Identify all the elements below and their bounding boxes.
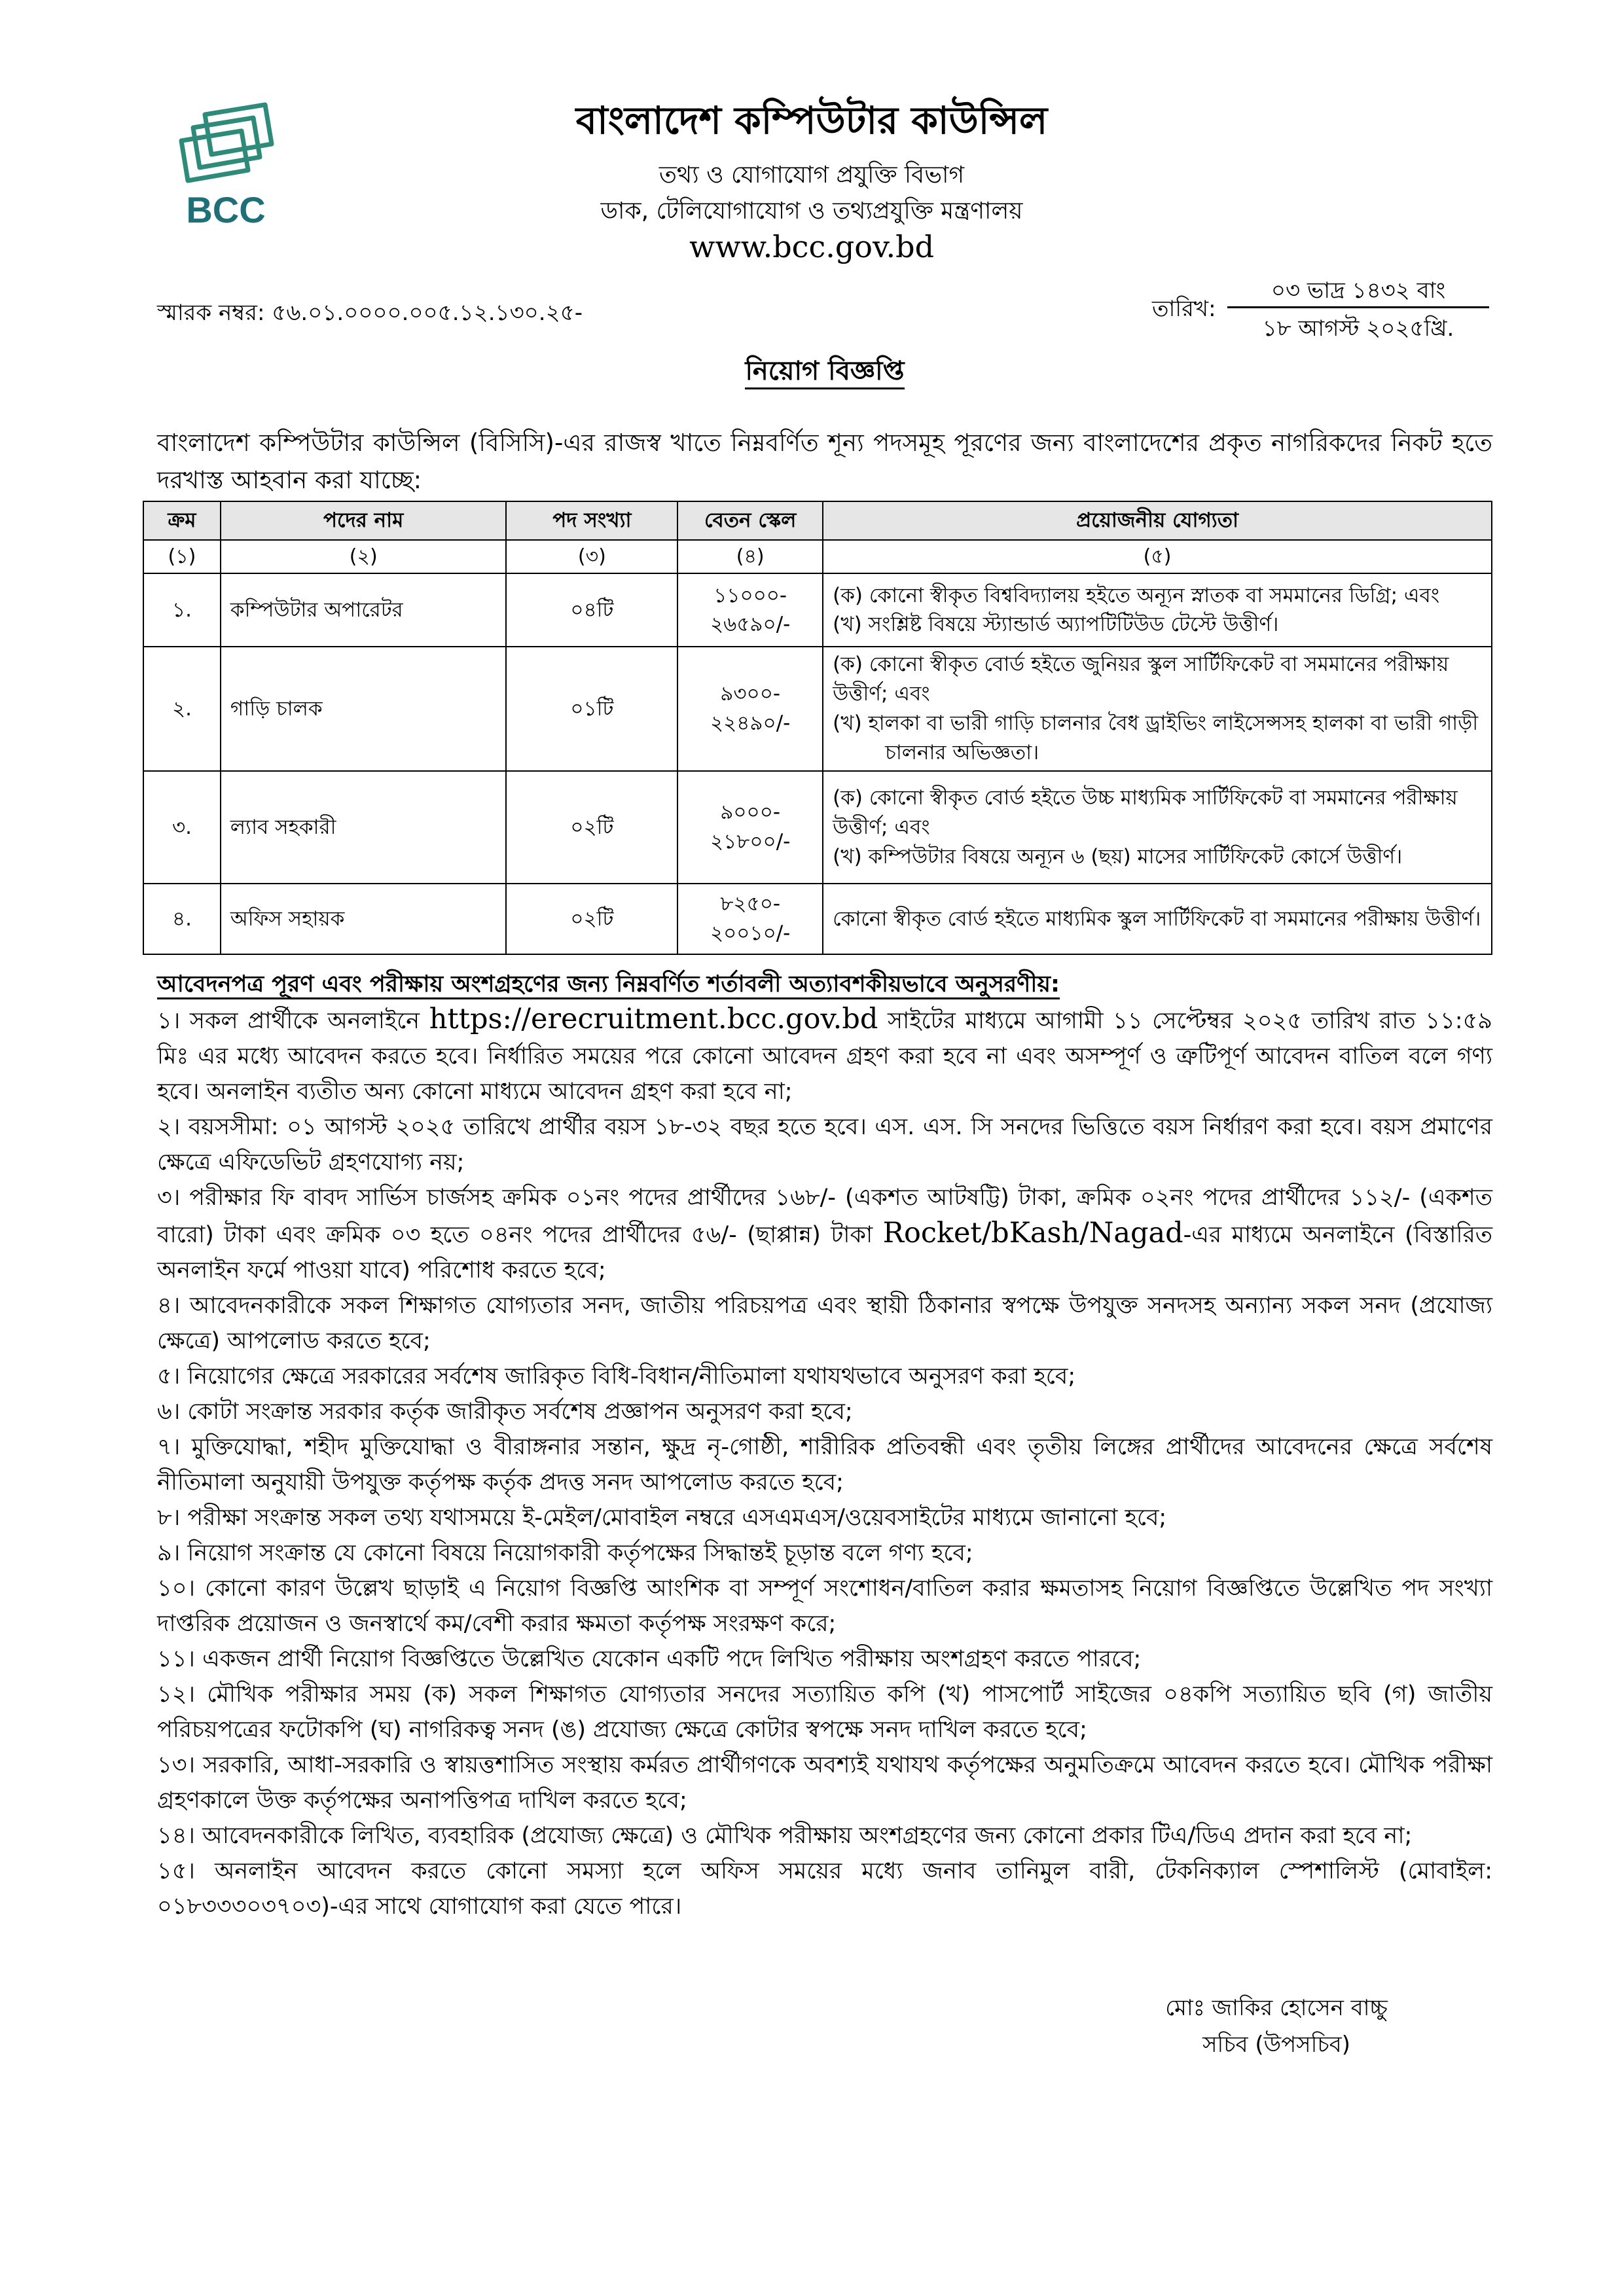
org-title: বাংলাদেশ কম্পিউটার কাউন্সিল	[575, 98, 1048, 143]
header-pay-scale: বেতন স্কেল	[677, 501, 823, 540]
condition-item: ১০। কোনো কারণ উল্লেখ ছাড়াই এ নিয়োগ বিজ্ঞপ্তি আংশিক বা সম্পূর্ণ সংশোধন/বাতিল করার ক্ষমতাসহ নিয়োগ বিজ্ঞপ্তিতে উল্লেখিত পদ সংখ্যা দাপ্তরিক প্রয়োজন ও জনস্বার্থে কম/বেশী করার ক্ষমতা কর্তৃপক্ষ সংরক্ষণ করে;	[157, 1575, 1492, 1637]
column-number: (১)	[143, 540, 221, 574]
qualification-line: (খ) হালকা বা ভারী গাড়ি চালনার বৈধ ড্রাইভিং লাইসেন্সসহ হালকা বা ভারী গাড়ী	[833, 711, 1479, 736]
column-number-row	[143, 540, 1492, 574]
row-post-name: অফিস সহায়ক	[221, 884, 507, 954]
condition-item: ৬। কোটা সংক্রান্ত সরকার কর্তৃক জারীকৃত সর্বশেষ প্রজ্ঞাপন অনুসরণ করা হবে;	[157, 1399, 853, 1425]
date-label: তারিখ:	[1152, 296, 1216, 322]
qualification-line: (ক) কোনো স্বীকৃত বোর্ড হইতে জুনিয়র স্কুল সার্টিফিকেট বা সমমানের পরীক্ষায় উত্তীর্ণ; এবং	[833, 653, 1449, 706]
date-gregorian: ১৮ আগস্ট ২০২৫খ্রি.	[1262, 315, 1454, 342]
qualification-line: (ক) কোনো স্বীকৃত বোর্ড হইতে উচ্চ মাধ্যমিক সার্টিফিকেট বা সমমানের পরীক্ষায় উত্তীর্ণ; এবং	[833, 785, 1458, 839]
condition-text: সাইটের মাধ্যমে আগামী ১১ সেপ্টেম্বর ২০২৫ তারিখ রাত ১১:৫৯ মিঃ এর মধ্যে আবেদন করতে হবে। নির্ধারিত সময়ের পরে কোনো আবেদন গ্রহণ করা হবে না এবং অসম্পূর্ণ ও ত্রুটিপূর্ণ আবেদন বাতিল বলে গণ্য হবে। অনলাইন ব্যতীত অন্য কোনো মাধ্যমে আবেদন গ্রহণ করা হবে না;	[157, 1008, 1493, 1105]
condition-text: ৩। পরীক্ষার ফি বাবদ সার্ভিস চার্জসহ ক্রমিক ০১নং পদের প্রার্থীদের ১৬৮/- (একশত আটষট্টি) টাকা, ক্রমিক ০২নং পদের প্রার্থীদের ১১২/- (একশত বারো) টাকা এবং ক্রমিক ০৩ হতে ০৪নং পদের প্রার্থীদের ৫৬/- (ছাপ্পান্ন) টাকা	[157, 1185, 1492, 1248]
pay-scale-min: ১১০০০-	[713, 583, 787, 607]
memo-number: স্মারক নম্বর: ৫৬.০১.০০০০.০০৫.১২.১৩০.২৫-	[157, 300, 583, 326]
condition-item: ১৩। সরকারি, আধা-সরকারি ও স্বায়ত্তশাসিত সংস্থায় কর্মরত প্রার্থীগণকে অবশ্যই যথাযথ কর্তৃপক্ষের অনুমতিক্রমে আবেদন করতে হবে। মৌখিক পরীক্ষা গ্রহণকালে উক্ত কর্তৃপক্ষের অনাপত্তিপত্র দাখিল করতে হবে;	[157, 1752, 1492, 1814]
table-row	[143, 573, 1492, 647]
row-qualification	[823, 647, 1492, 771]
table-header-row	[143, 501, 1492, 540]
row-serial: ৩.	[143, 771, 221, 884]
condition-item: ৮। পরীক্ষা সংক্রান্ত সকল তথ্য যথাসময়ে ই-মেইল/মোবাইল নম্বরে এসএমএস/ওয়েবসাইটের মাধ্যমে জানানো হবে;	[157, 1505, 1167, 1531]
row-serial: ১.	[143, 573, 221, 647]
header-post-name: পদের নাম	[221, 501, 507, 540]
conditions-heading	[157, 966, 1060, 1005]
date-divider	[1227, 306, 1489, 308]
ministry-line: ডাক, টেলিযোগাযোগ ও তথ্যপ্রযুক্তি মন্ত্রণালয়	[600, 198, 1023, 224]
qualification-line: (খ) কম্পিউটার বিষয়ে অন্যূন ৬ (ছয়) মাসের সার্টিফিকেট কোর্সে উত্তীর্ণ।	[833, 844, 1403, 869]
notice-heading-text: নিয়োগ বিজ্ঞপ্তি	[745, 356, 904, 389]
bcc-logo-icon	[167, 98, 285, 236]
header-serial: ক্রম	[143, 501, 221, 540]
column-number: (২)	[221, 540, 507, 574]
website-link[interactable]: www.bcc.gov.bd	[689, 229, 935, 264]
vacancy-table	[143, 501, 1492, 955]
row-qualification	[823, 884, 1492, 954]
qualification-line: চালনার অভিজ্ঞতা।	[885, 741, 1039, 765]
payment-methods: Rocket/bKash/Nagad	[882, 1217, 1183, 1249]
bcc-logo	[167, 98, 285, 236]
row-post-count: ০২টি	[506, 771, 677, 884]
condition-item: ৫। নিয়োগের ক্ষেত্রে সরকারের সর্বশেষ জারিকৃত বিধি-বিধান/নীতিমালা যথাযথভাবে অনুসরণ করা হবে;	[157, 1363, 1076, 1390]
row-qualification	[823, 573, 1492, 647]
signer-title: সচিব (উপসচিব)	[1202, 2032, 1350, 2058]
condition-item: ১৪। আবেদনকারীকে লিখিত, ব্যবহারিক (প্রযোজ্য ক্ষেত্রে) ও মৌখিক পরীক্ষায় অংশগ্রহণের জন্য কোনো প্রকার টিএ/ডিএ প্রদান করা হবে না;	[157, 1823, 1413, 1849]
pay-scale-max: ২০০১০/-	[710, 922, 791, 946]
column-number: (৪)	[677, 540, 823, 574]
date-bangla: ০৩ ভাদ্র ১৪৩২ বাং	[1271, 278, 1446, 304]
qualification-line: (খ) সংশ্লিষ্ট বিষয়ে স্ট্যান্ডার্ড অ্যাপটিটিউড টেস্টে উত্তীর্ণ।	[833, 613, 1279, 637]
row-pay-scale	[677, 573, 823, 647]
header-post-count: পদ সংখ্যা	[506, 501, 677, 540]
condition-item	[157, 1180, 1492, 1288]
row-post-count: ০১টি	[506, 647, 677, 771]
row-post-name: গাড়ি চালক	[221, 647, 507, 771]
row-pay-scale	[677, 884, 823, 954]
condition-item: ৯। নিয়োগ সংক্রান্ত যে কোনো বিষয়ে নিয়োগকারী কর্তৃপক্ষের সিদ্ধান্তই চূড়ান্ত বলে গণ্য হবে;	[157, 1540, 973, 1566]
column-number: (৫)	[823, 540, 1492, 574]
row-post-count: ০২টি	[506, 884, 677, 954]
row-pay-scale	[677, 647, 823, 771]
intro-paragraph: বাংলাদেশ কম্পিউটার কাউন্সিল (বিসিসি)-এর রাজস্ব খাতে নিম্নবর্ণিত শূন্য পদসমূহ পূরণের জন্য বাংলাদেশের প্রকৃত নাগরিকদের নিকট হতে দরখাস্ত আহবান করা যাচ্ছে:	[157, 429, 1492, 494]
qualification-line: (ক) কোনো স্বীকৃত বিশ্ববিদ্যালয় হইতে অন্যূন স্নাতক বা সমমানের ডিগ্রি; এবং	[833, 583, 1440, 607]
column-number: (৩)	[506, 540, 677, 574]
notice-heading	[157, 350, 1492, 394]
condition-item: ৪। আবেদনকারীকে সকল শিক্ষাগত যোগ্যতার সনদ, জাতীয় পরিচয়পত্র এবং স্থায়ী ঠিকানার স্বপক্ষে উপযুক্ত সনদসহ অন্যান্য সকল সনদ (প্রযোজ্য ক্ষেত্রে) আপলোড করতে হবে;	[157, 1293, 1492, 1354]
pay-scale-min: ৯৩০০-	[720, 682, 781, 706]
row-post-count: ০৪টি	[506, 573, 677, 647]
department-line: তথ্য ও যোগাযোগ প্রযুক্তি বিভাগ	[659, 162, 965, 188]
table-row	[143, 771, 1492, 884]
row-qualification	[823, 771, 1492, 884]
condition-item: ১২। মৌখিক পরীক্ষার সময় (ক) সকল শিক্ষাগত যোগ্যতার সনদের সত্যায়িত কপি (খ) পাসপোর্ট সাইজের ০৪কপি সত্যায়িত ছবি (গ) জাতীয় পরিচয়পত্রের ফটোকপি (ঘ) নাগরিকত্ব সনদ (ঙ) প্রযোজ্য ক্ষেত্রে কোটার স্বপক্ষে সনদ দাখিল করতে হবে;	[157, 1681, 1492, 1743]
table-row	[143, 647, 1492, 771]
pay-scale-min: ৮২৫০-	[720, 892, 781, 916]
pay-scale-min: ৯০০০-	[720, 800, 781, 825]
signer-name: মোঃ জাকির হোসেন বাচ্চু	[1165, 1995, 1388, 2021]
row-pay-scale	[677, 771, 823, 884]
logo-text: BCC	[186, 189, 266, 230]
header-qualification: প্রয়োজনীয় যোগ্যতা	[823, 501, 1492, 540]
pay-scale-max: ২৬৫৯০/-	[710, 613, 791, 637]
pay-scale-max: ২২৪৯০/-	[710, 711, 791, 736]
condition-item: ৭। মুক্তিযোদ্ধা, শহীদ মুক্তিযোদ্ধা ও বীরাঙ্গনার সন্তান, ক্ষুদ্র নৃ-গোষ্ঠী, শারীরিক প্রতিবন্ধী এবং তৃতীয় লিঙ্গের প্রার্থীদের আবেদনের ক্ষেত্রে সর্বশেষ নীতিমালা অনুযায়ী উপযুক্ত কর্তৃপক্ষ কর্তৃক প্রদত্ত সনদ আপলোড করতে হবে;	[157, 1434, 1492, 1496]
condition-item: ১৫। অনলাইন আবেদন করতে কোনো সমস্যা হলে অফিস সময়ের মধ্যে জনাব তানিমুল বারী, টেকনিক্যাল স্পেশালিস্ট (মোবাইল: ০১৮৩৩৩০৩৭০৩)-এর সাথে যোগাযোগ করা যেতে পারে।	[157, 1858, 1492, 1920]
condition-text: ১। সকল প্রার্থীকে অনলাইনে	[157, 1008, 429, 1034]
condition-item	[157, 1001, 1492, 1109]
row-serial: ২.	[143, 647, 221, 771]
erecruitment-link[interactable]: https://erecruitment.bcc.gov.bd	[429, 1003, 878, 1035]
row-post-name: ল্যাব সহকারী	[221, 771, 507, 884]
conditions-list	[157, 1001, 1492, 1924]
row-serial: ৪.	[143, 884, 221, 954]
table-row	[143, 884, 1492, 954]
condition-text: -এর মাধ্যমে অনলাইনে (বিস্তারিত অনলাইন ফর্মে পাওয়া যাবে) পরিশোধ করতে হবে;	[157, 1222, 1492, 1283]
condition-item: ২। বয়সসীমা: ০১ আগস্ট ২০২৫ তারিখে প্রার্থীর বয়স ১৮-৩২ বছর হতে হবে। এস. এস. সি সনদের ভিত্তিতে বয়স নির্ধারণ করা হবে। বয়স প্রমাণের ক্ষেত্রে এফিডেভিট গ্রহণযোগ্য নয়;	[157, 1114, 1492, 1175]
qualification-line: কোনো স্বীকৃত বোর্ড হইতে মাধ্যমিক স্কুল সার্টিফিকেট বা সমমানের পরীক্ষায় উত্তীর্ণ।	[833, 906, 1481, 931]
condition-item: ১১। একজন প্রার্থী নিয়োগ বিজ্ঞপ্তিতে উল্লেখিত যেকোন একটি পদে লিখিত পরীক্ষায় অংশগ্রহণ করতে পারবে;	[157, 1646, 1142, 1672]
conditions-heading-text: আবেদনপত্র পূরণ এবং পরীক্ষায় অংশগ্রহণের জন্য নিম্নবর্ণিত শর্তাবলী অত্যাবশকীয়ভাবে অনুসরণীয়:	[157, 971, 1060, 999]
pay-scale-max: ২১৮০০/-	[710, 830, 791, 854]
row-post-name: কম্পিউটার অপারেটর	[221, 573, 507, 647]
